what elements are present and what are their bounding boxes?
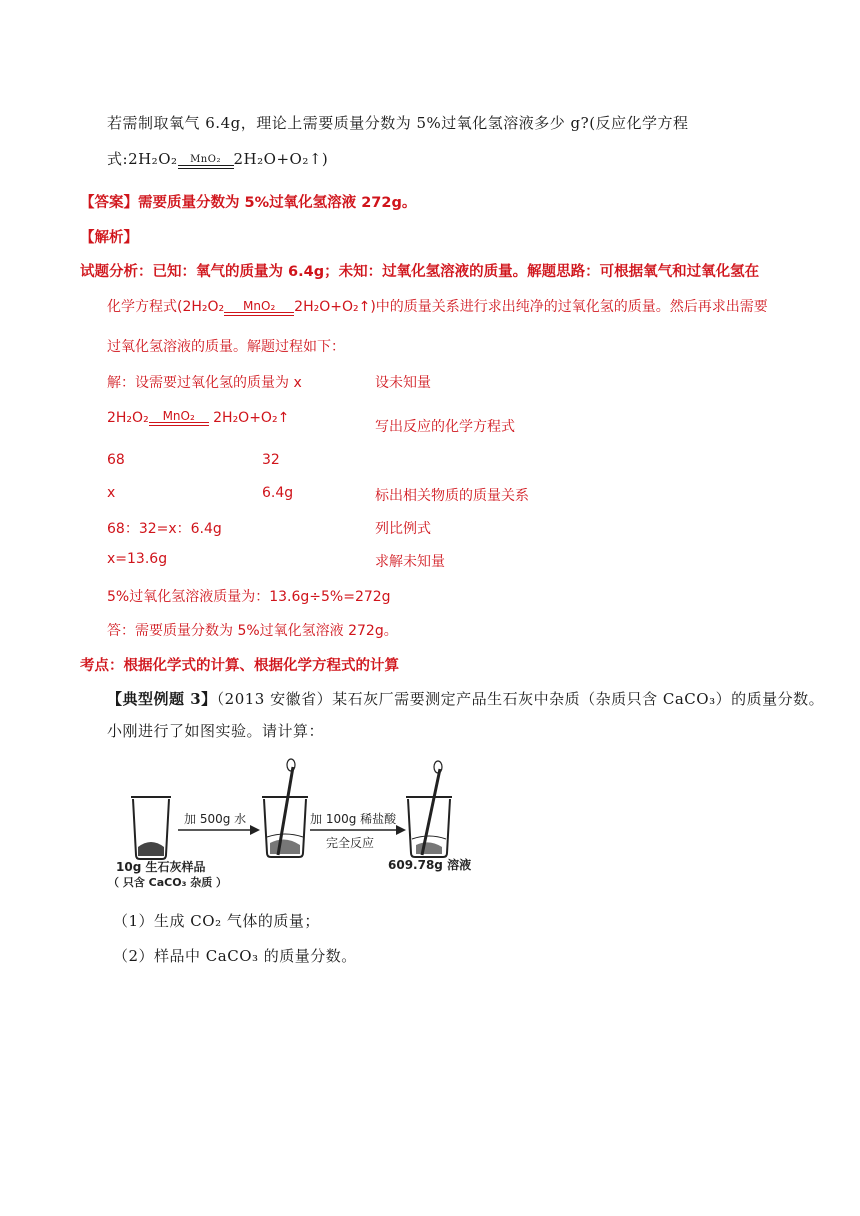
step-5-note: 列比例式 <box>375 521 431 537</box>
step-4-mid: 6.4g <box>262 485 294 501</box>
step-6-left: x=13.6g <box>107 551 168 567</box>
arrow-1-label: 加 500g 水 <box>184 812 247 826</box>
analysis-eq-left: 2H₂O₂ <box>182 299 225 315</box>
step-2-left <box>107 410 289 426</box>
answer-text: 需要质量分数为 5%过氧化氢溶液 272g。 <box>138 195 417 211</box>
question-eq-right: 2H₂O+O₂↑) <box>233 150 329 168</box>
example3-line1 <box>107 688 824 709</box>
solution-label: 609.78g 溶液 <box>388 858 472 872</box>
step-3-left: 68 <box>107 452 125 468</box>
analysis-catalyst: MnO₂ <box>243 299 276 313</box>
beaker-1-icon <box>131 797 171 859</box>
analysis-line3: 过氧化氢溶液的质量。解题过程如下： <box>107 339 345 355</box>
question-catalyst: MnO₂ <box>190 154 221 165</box>
analysis-catalyst-arrow <box>224 301 294 316</box>
subquestion-2: （2）样品中 CaCO₃ 的质量分数。 <box>113 947 357 965</box>
answer-tag: 【答案】 <box>80 195 138 211</box>
analysis-line2-prefix: 化学方程式( <box>107 299 183 315</box>
arrow-1-icon <box>178 825 260 835</box>
subquestion-1: （1）生成 CO₂ 气体的质量； <box>113 912 320 930</box>
analysis-line2 <box>107 296 768 316</box>
result-line: 5%过氧化氢溶液质量为：13.6g÷5%=272g <box>107 589 391 605</box>
arrow-2-icon <box>310 825 406 835</box>
beaker-3-icon <box>406 761 452 857</box>
step-4-note: 标出相关物质的质量关系 <box>375 488 529 504</box>
question-line2-prefix: 式: <box>107 150 129 168</box>
question-line2 <box>107 148 328 169</box>
step-5-left: 68：32=x：6.4g <box>107 521 222 537</box>
conclusion-line: 答：需要质量分数为 5%过氧化氢溶液 272g。 <box>107 623 398 639</box>
step-2-eq-right: 2H₂O+O₂↑ <box>208 410 290 426</box>
step-2-eq-left: 2H₂O₂ <box>107 410 149 426</box>
beaker-2-icon <box>262 759 308 857</box>
step-1-left: 解：设需要过氧化氢的质量为 x <box>107 375 302 391</box>
question-eq-left: 2H₂O₂ <box>128 150 178 168</box>
sample-label: 10g 生石灰样品 <box>116 860 206 874</box>
example3-text: （2013 安徽省）某石灰厂需要测定产品生石灰中杂质（杂质只含 CaCO₃）的质量分数。 <box>216 690 825 708</box>
question-catalyst-arrow <box>178 154 234 169</box>
step-2-catalyst: MnO₂ <box>162 409 195 423</box>
analysis-eq-right: 2H₂O+O₂↑ <box>294 299 371 315</box>
step-6-note: 求解未知量 <box>375 554 445 570</box>
step-3-mid: 32 <box>262 452 280 468</box>
answer-line <box>80 191 416 212</box>
step-4-left: x <box>107 485 116 501</box>
experiment-figure <box>100 755 480 890</box>
example3-line2: 小刚进行了如图实验。请计算： <box>107 722 325 740</box>
step-1-note: 设未知量 <box>375 375 431 391</box>
step-2-note: 写出反应的化学方程式 <box>375 419 515 435</box>
question-line1: 若需制取氧气 6.4g，理论上需要质量分数为 5%过氧化氢溶液多少 g?(反应化学方程 <box>107 114 689 132</box>
arrow-2-label-bottom: 完全反应 <box>326 836 375 850</box>
analysis-line2-suffix: )中的质量关系进行求出纯净的过氧化氢的质量。然后再求出需要 <box>370 299 768 315</box>
arrow-2-label-top: 加 100g 稀盐酸 <box>310 812 397 826</box>
analysis-tag: 【解析】 <box>80 230 138 246</box>
analysis-line1: 试题分析：已知：氧气的质量为 6.4g；未知：过氧化氢溶液的质量。解题思路：可根据氧气和过氧化氢在 <box>80 264 760 280</box>
sample-note: （ 只含 CaCO₃ 杂质 ） <box>108 876 228 889</box>
kaodian-line: 考点：根据化学式的计算、根据化学方程式的计算 <box>80 658 399 674</box>
example3-tag: 【典型例题 3】 <box>107 690 217 708</box>
step-2-catalyst-arrow <box>149 411 209 426</box>
